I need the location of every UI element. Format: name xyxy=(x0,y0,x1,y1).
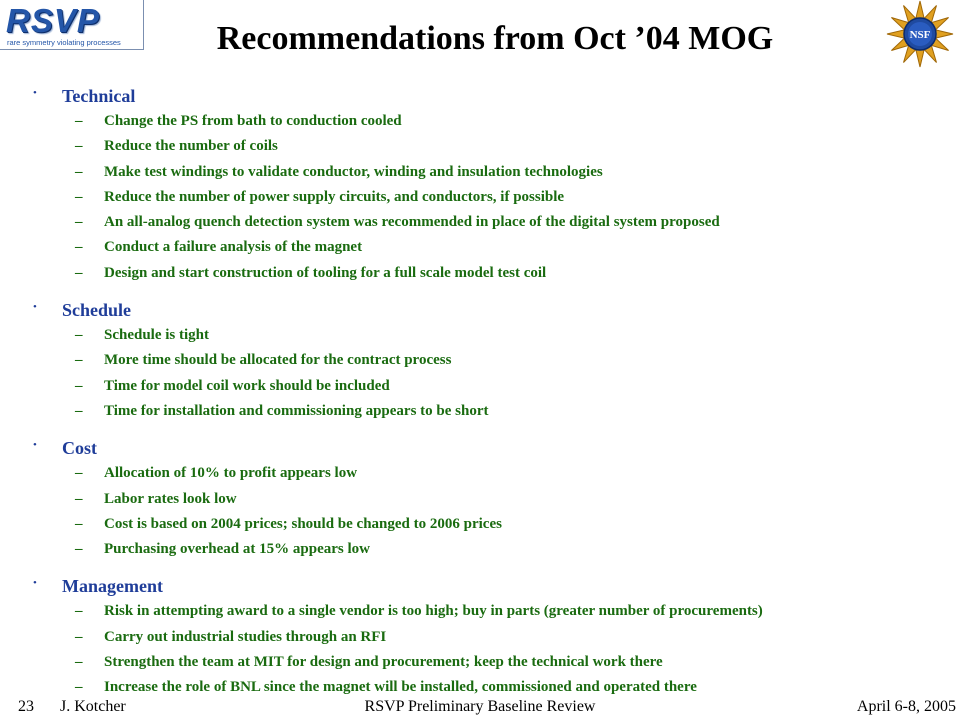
slide-number: 23 xyxy=(18,698,34,715)
dash-icon: – xyxy=(75,264,83,281)
list-item xyxy=(0,374,960,399)
list-item xyxy=(0,512,960,537)
list-item xyxy=(0,235,960,260)
list-item-text: Risk in attempting award to a single vendor is too high; buy in parts (greater number of procurements) xyxy=(104,603,763,620)
list-item xyxy=(0,134,960,159)
slide-footer xyxy=(0,693,960,720)
section-management xyxy=(0,574,960,700)
list-item-text: Change the PS from bath to conduction cooled xyxy=(104,113,402,129)
list-item xyxy=(0,323,960,348)
list-item xyxy=(0,650,960,675)
rsvp-logo-tagline: rare symmetry violating processes xyxy=(7,38,121,47)
section-title: Schedule xyxy=(62,300,132,321)
bullet-icon: • xyxy=(33,87,37,99)
list-item-text: Reduce the number of power supply circuits, and conductors, if possible xyxy=(104,188,565,205)
dash-icon: – xyxy=(75,490,83,507)
list-item-text: More time should be allocated for the contract process xyxy=(104,352,452,369)
list-item-text: Allocation of 10% to profit appears low xyxy=(104,465,358,482)
dash-icon: – xyxy=(75,163,83,180)
list-item xyxy=(0,185,960,210)
slide-content xyxy=(0,84,960,701)
list-item xyxy=(0,599,960,624)
section-schedule xyxy=(0,298,960,424)
list-item-text: An all-analog quench detection system was recommended in place of the digital system proposed xyxy=(104,214,720,231)
list-item-text: Design and start construction of tooling for a full scale model test coil xyxy=(104,264,547,281)
footer-date: April 6-8, 2005 xyxy=(856,698,956,715)
dash-icon: – xyxy=(75,188,83,205)
section-technical xyxy=(0,84,960,286)
dash-icon: – xyxy=(75,214,83,231)
list-item xyxy=(0,109,960,134)
list-item-text: Labor rates look low xyxy=(104,490,237,507)
section-title: Cost xyxy=(62,438,97,459)
footer-author: J. Kotcher xyxy=(60,698,126,715)
list-item-text: Reduce the number of coils xyxy=(104,138,278,155)
dash-icon: – xyxy=(75,603,83,620)
list-item xyxy=(0,487,960,512)
list-item xyxy=(0,461,960,486)
list-item xyxy=(0,348,960,373)
nsf-logo-icon xyxy=(884,0,956,68)
list-item xyxy=(0,625,960,650)
list-item-text: Conduct a failure analysis of the magnet xyxy=(104,239,363,256)
list-item xyxy=(0,261,960,286)
list-item-text: Time for installation and commissioning appears to be short xyxy=(104,402,489,419)
list-item-text: Schedule is tight xyxy=(104,327,210,344)
dash-icon: – xyxy=(75,138,83,155)
dash-icon: – xyxy=(75,541,83,558)
dash-icon: – xyxy=(75,239,83,256)
nsf-logo-text: NSF xyxy=(909,29,931,41)
list-item-text: Make test windings to validate conductor, winding and insulation technologies xyxy=(104,163,603,180)
dash-icon: – xyxy=(75,654,83,671)
dash-icon: – xyxy=(75,402,83,419)
dash-icon: – xyxy=(75,352,83,369)
list-item-text: Carry out industrial studies through an RFI xyxy=(104,628,387,645)
dash-icon: – xyxy=(75,377,83,394)
bullet-icon: • xyxy=(33,301,37,314)
list-item xyxy=(0,160,960,185)
rsvp-logo-word: RSVP xyxy=(6,2,100,39)
list-item xyxy=(0,537,960,562)
list-item xyxy=(0,399,960,424)
bullet-icon: • xyxy=(33,577,37,590)
dash-icon: – xyxy=(75,465,83,482)
list-item-text: Cost is based on 2004 prices; should be changed to 2006 prices xyxy=(104,515,502,532)
section-title: Technical xyxy=(62,86,136,106)
section-title: Management xyxy=(62,576,163,597)
slide-title: Recommendations from Oct ’04 MOG xyxy=(216,20,774,57)
list-item-text: Time for model coil work should be included xyxy=(104,377,390,394)
dash-icon: – xyxy=(75,113,83,129)
rsvp-logo xyxy=(0,0,144,50)
bullet-icon: • xyxy=(33,439,37,452)
footer-event: RSVP Preliminary Baseline Review xyxy=(364,698,596,715)
section-cost xyxy=(0,436,960,562)
list-item-text: Purchasing overhead at 15% appears low xyxy=(104,541,370,558)
list-item xyxy=(0,210,960,235)
dash-icon: – xyxy=(75,628,83,645)
dash-icon: – xyxy=(75,515,83,532)
list-item-text: Strengthen the team at MIT for design and procurement; keep the technical work there xyxy=(104,654,663,671)
list-item-text: Increase the role of BNL since the magnet will be installed, commissioned and operated there xyxy=(104,679,697,696)
dash-icon: – xyxy=(75,327,83,344)
dash-icon: – xyxy=(75,679,83,696)
